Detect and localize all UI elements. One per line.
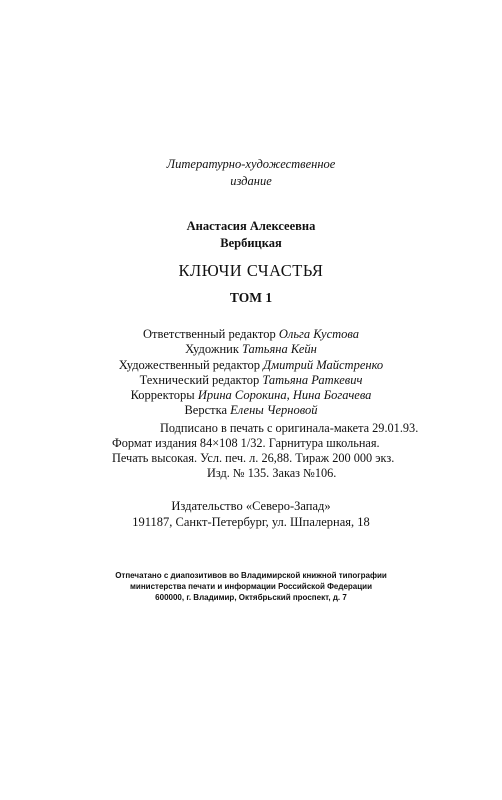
printer-line-2: министерства печати и информации Российской Федерации bbox=[130, 582, 372, 591]
book-title: КЛЮЧИ СЧАСТЬЯ bbox=[178, 261, 324, 280]
author-last-name: Вербицкая bbox=[220, 236, 282, 250]
credit-line bbox=[0, 327, 502, 342]
publisher-name: Издательство «Северо-Запад» bbox=[171, 499, 331, 513]
edition-line-2: издание bbox=[230, 174, 272, 188]
credit-name: Дмитрий Майстренко bbox=[263, 357, 384, 372]
publisher-block bbox=[0, 498, 502, 530]
print-format-line: Формат издания 84×108 1/32. Гарнитура школьная. bbox=[112, 436, 380, 450]
credit-line bbox=[0, 358, 502, 373]
author-first-name: Анастасия Алексеевна bbox=[186, 219, 316, 233]
credit-role: Технический редактор bbox=[139, 372, 260, 387]
credit-line bbox=[0, 403, 502, 418]
credit-name: Татьяна Кейн bbox=[242, 342, 317, 357]
credit-name: Ирина Сорокина, Нина Богачева bbox=[197, 388, 372, 403]
credit-role: Художник bbox=[185, 342, 239, 357]
printer-line-1: Отпечатано с диапозитивов во Владимирской книжной типографии bbox=[115, 571, 387, 580]
print-signed-line: Подписано в печать с оригинала-макета 29.01.93. bbox=[160, 421, 419, 435]
credit-line bbox=[0, 373, 502, 388]
volume-number: ТОМ 1 bbox=[229, 290, 273, 305]
publisher-address: 191187, Санкт-Петербург, ул. Шпалерная, 18 bbox=[132, 515, 370, 529]
credit-role: Художественный редактор bbox=[118, 357, 261, 372]
edition-line-1: Литературно-художественное bbox=[166, 157, 336, 171]
credit-name: Елены Черновой bbox=[230, 403, 318, 418]
print-order-line: Изд. № 135. Заказ №106. bbox=[207, 466, 337, 480]
credit-role: Ответственный редактор bbox=[143, 327, 276, 341]
credit-name: Татьяна Раткевич bbox=[262, 372, 363, 387]
print-details bbox=[112, 421, 432, 481]
credit-name: Ольга Кустова bbox=[278, 327, 359, 341]
credit-role: Корректоры bbox=[130, 388, 195, 403]
printer-note bbox=[0, 570, 502, 603]
printer-line-3: 600000, г. Владимир, Октябрьский проспект, д. 7 bbox=[155, 593, 347, 602]
credit-role: Верстка bbox=[184, 403, 228, 418]
credit-line bbox=[0, 388, 502, 403]
credits-block bbox=[0, 327, 502, 419]
author-name bbox=[0, 218, 502, 252]
edition-type bbox=[0, 156, 502, 190]
print-run-line: Печать высокая. Усл. печ. л. 26,88. Тираж 200 000 экз. bbox=[112, 451, 395, 465]
credit-line bbox=[0, 342, 502, 357]
